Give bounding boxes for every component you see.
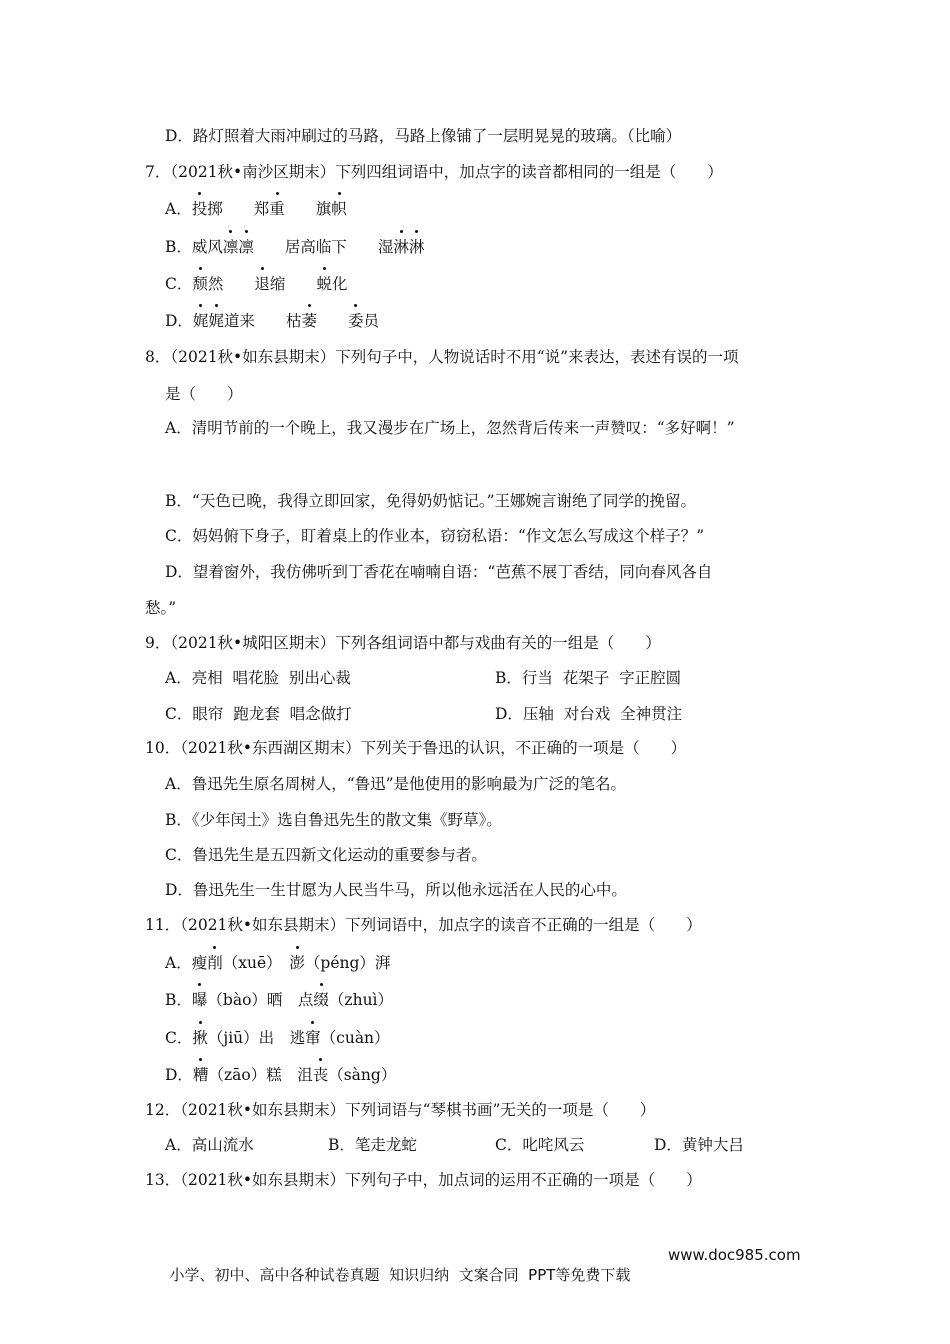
question-8: 8．（2021秋•如东县期末）下列句子中，人物说话时不用“说”来表达，表述有误的一项 [145, 348, 739, 366]
q7-option-b: B．威风凛凛 居高临下 湿淋淋 [165, 238, 425, 256]
question-8-cont: 是（ ） [165, 385, 243, 403]
page-footer [160, 1245, 801, 1305]
question-12: 12．（2021秋•如东县期末）下列词语与“琴棋书画”无关的一项是（ ） [145, 1101, 656, 1119]
q11-option-c: C．揪（jiū）出 逃窜（cuàn） [165, 1029, 390, 1047]
q9-option-c: C．眼帘 跑龙套 唱念做打 [165, 705, 352, 723]
q8-option-d: D．望着窗外，我仿佛听到丁香花在喃喃自语：“芭蕉不展丁香结，同向春风各自 [165, 563, 713, 581]
q7-option-a: A．投掷 郑重 旗帜 [165, 200, 347, 218]
question-7: 7．（2021秋•南沙区期末）下列四组词语中，加点字的读音都相同的一组是（ ） [145, 163, 723, 181]
q7-option-c: C．颓然 退缩 蜕化 [165, 275, 348, 293]
q8-option-b: B．“天色已晚，我得立即回家，免得奶奶惦记。”王娜婉言谢绝了同学的挽留。 [165, 492, 696, 510]
question-9: 9．（2021秋•城阳区期末）下列各组词语中都与戏曲有关的一组是（ ） [145, 634, 661, 652]
q10-option-c: C．鲁迅先生是五四新文化运动的重要参与者。 [165, 846, 487, 864]
q8-option-a: A．清明节前的一个晚上，我又漫步在广场上，忽然背后传来一声赞叹：“多好啊！” [165, 419, 735, 437]
q7-option-d: D．娓娓道来 枯萎 委员 [165, 312, 380, 330]
q8-option-d-cont: 愁。” [145, 599, 177, 617]
q12-option-d: D．黄钟大吕 [654, 1136, 744, 1154]
q10-option-b: B．《少年闰土》选自鲁迅先生的散文集《野草》。 [165, 811, 502, 829]
q11-option-a: A．瘦削（xuē） 澎（péng）湃 [165, 954, 391, 972]
q11-option-d: D．糟（zāo）糕 沮丧（sàng） [165, 1066, 397, 1084]
q9-option-a: A．亮相 唱花脸 别出心裁 [165, 669, 351, 687]
footer-text: 小学、初中、高中各种试卷真题 知识归纳 文案合同 PPT等免费下载 [169, 1266, 631, 1284]
q9-option-b: B．行当 花架子 字正腔圆 [495, 669, 682, 687]
q11-option-b: B．曝（bào）晒 点缀（zhuì） [165, 991, 394, 1009]
q12-option-a: A．高山流水 [165, 1136, 254, 1154]
footer-url[interactable]: www.doc985.com [668, 1246, 801, 1264]
q12-option-b: B．笔走龙蛇 [328, 1136, 417, 1154]
q9-option-d: D．压轴 对台戏 全神贯注 [495, 705, 683, 723]
question-11: 11．（2021秋•如东县期末）下列词语中，加点字的读音不正确的一组是（ ） [145, 916, 702, 934]
question-10: 10．（2021秋•东西湖区期末）下列关于鲁迅的认识，不正确的一项是（ ） [145, 739, 687, 757]
q8-option-c: C．妈妈俯下身子，盯着桌上的作业本，窃窃私语：“作文怎么写成这个样子？” [165, 527, 705, 545]
q10-option-a: A．鲁迅先生原名周树人，“鲁迅”是他使用的影响最为广泛的笔名。 [165, 775, 627, 793]
q12-option-c: C．叱咤风云 [495, 1136, 585, 1154]
q6-option-d: D．路灯照着大雨冲刷过的马路，马路上像铺了一层明晃晃的玻璃。（比喻） [165, 127, 682, 145]
question-13: 13．（2021秋•如东县期末）下列句子中，加点词的运用不正确的一项是（ ） [145, 1171, 702, 1189]
q10-option-d: D．鲁迅先生一生甘愿为人民当牛马，所以他永远活在人民的心中。 [165, 881, 627, 899]
